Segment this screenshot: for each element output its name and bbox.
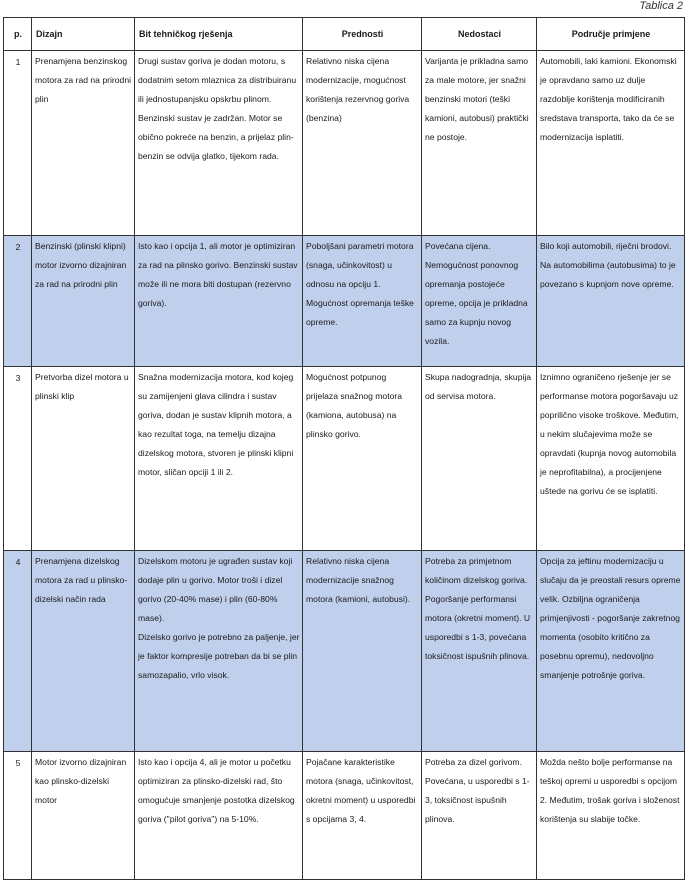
cell-application: Automobili, laki kamioni. Ekonomski je opravdano samo uz dulje razdoblje korištenja modificiranih sredstava transporta, tako da će se modernizacija isplatiti. [537, 51, 685, 236]
cell-application: Bilo koji automobili, riječni brodovi. Na automobilima (autobusima) to je povezano s kupnjom nove opreme. [537, 236, 685, 367]
cell-design: Pretvorba dizel motora u plinski klip [32, 367, 135, 551]
table-row [4, 51, 685, 236]
cell-advantages: Pojačane karakteristike motora (snaga, učinkovitost, okretni moment) u usporedbi s opcijama 3, 4. [303, 752, 422, 880]
table-row [4, 752, 685, 880]
cell-disadvantages: Skupa nadogradnja, skupija od servisa motora. [422, 367, 537, 551]
cell-essence: Isto kao i opcija 4, ali je motor u početku optimiziran za plinsko-dizelski rad, što omogućuje smanjenje postotka dizelskog goriva ("pilot goriva") na 5-10%. [135, 752, 303, 880]
cell-application: Opcija za jeftinu modernizaciju u slučaju da je preostali resurs opreme velik. Ozbiljna ograničenja primjenjivosti - pogoršanje zakretnog momenta (osobito kritično za posebnu opremu), nedovoljno smanjenje potrošnje goriva. [537, 551, 685, 752]
header-essence: Bit tehničkog rješenja [135, 18, 303, 51]
header-num: p. [4, 18, 32, 51]
table-caption: Tablica 2 [639, 0, 683, 12]
cell-advantages: Relativno niska cijena modernizacije, mogućnost korištenja rezervnog goriva (benzina) [303, 51, 422, 236]
cell-advantages: Mogućnost potpunog prijelaza snažnog motora (kamiona, autobusa) na plinsko gorivo. [303, 367, 422, 551]
cell-application: Iznimno ograničeno rješenje jer se performanse motora pogoršavaju uz poprilično visoke troškove. Međutim, u nekim slučajevima može se opravdati (kupnja novog automobila je neprofitabilna), a procijenjene uštede na gorivu će se isplatiti. [537, 367, 685, 551]
cell-essence-paragraph: Dizelsko gorivo je potrebno za paljenje, jer je faktor kompresije potreban da bi se plin samozapalio, vrlo visok. [138, 632, 300, 680]
cell-essence: Snažna modernizacija motora, kod kojeg su zamijenjeni glava cilindra i sustav goriva, dodan je sustav klipnih motora, a kao rezultat toga, na temelju dizajna dizelskog motora, stvoren je plinski klipni motor, sličan opciji 1 ili 2. [135, 367, 303, 551]
cell-essence: Drugi sustav goriva je dodan motoru, s dodatnim setom mlaznica za distribuiranu ili jednostupanjsku opskrbu plinom. Benzinski sustav je zadržan. Motor se obično pokreće na benzin, a prijelaz plin-benzin se odvija glatko, tijekom rada. [135, 51, 303, 236]
cell-design: Motor izvorno dizajniran kao plinsko-dizelski motor [32, 752, 135, 880]
header-advantages: Prednosti [303, 18, 422, 51]
table-header-row [4, 18, 685, 51]
cell-num: 4 [4, 551, 32, 752]
cell-design: Benzinski (plinski klipni) motor izvorno dizajniran za rad na prirodni plin [32, 236, 135, 367]
cell-disadvantages: Varijanta je prikladna samo za male motore, jer snažni benzinski motori (teški kamioni, autobusi) praktički ne postoje. [422, 51, 537, 236]
cell-num: 1 [4, 51, 32, 236]
comparison-table [3, 17, 685, 880]
cell-disadvantages: Potreba za primjetnom količinom dizelskog goriva. Pogoršanje performansi motora (okretni moment). U usporedbi s 1-3, povećana toksičnost ispušnih plinova. [422, 551, 537, 752]
cell-essence: Isto kao i opcija 1, ali motor je optimiziran za rad na plinsko gorivo. Benzinski sustav može ili ne mora biti dostupan (rezervno goriva). [135, 236, 303, 367]
cell-design: Prenamjena benzinskog motora za rad na prirodni plin [32, 51, 135, 236]
cell-advantages: Relativno niska cijena modernizacije snažnog motora (kamioni, autobusi). [303, 551, 422, 752]
cell-design: Prenamjena dizelskog motora za rad u plinsko-dizelski način rada [32, 551, 135, 752]
cell-num: 3 [4, 367, 32, 551]
table-row [4, 367, 685, 551]
cell-num: 5 [4, 752, 32, 880]
cell-essence [135, 551, 303, 752]
cell-disadvantages: Potreba za dizel gorivom. Povećana, u usporedbi s 1-3, toksičnost ispušnih plinova. [422, 752, 537, 880]
table-row [4, 551, 685, 752]
cell-num: 2 [4, 236, 32, 367]
cell-application: Možda nešto bolje performanse na teškoj opremi u usporedbi s opcijom 2. Međutim, trošak goriva i složenost korištenja su slabije točke. [537, 752, 685, 880]
header-application: Područje primjene [537, 18, 685, 51]
cell-essence-paragraph: Dizelskom motoru je ugrađen sustav koji dodaje plin u gorivo. Motor troši i dizel gorivo (20-40% mase) i plin (60-80% mase). [138, 556, 293, 623]
header-design: Dizajn [32, 18, 135, 51]
cell-disadvantages: Povećana cijena. Nemogućnost ponovnog opremanja postojeće opreme, opcija je prikladna samo za kupnju novog vozila. [422, 236, 537, 367]
cell-advantages: Poboljšani parametri motora (snaga, učinkovitost) u odnosu na opciju 1. Mogućnost opremanja teške opreme. [303, 236, 422, 367]
table-row [4, 236, 685, 367]
header-disadvantages: Nedostaci [422, 18, 537, 51]
